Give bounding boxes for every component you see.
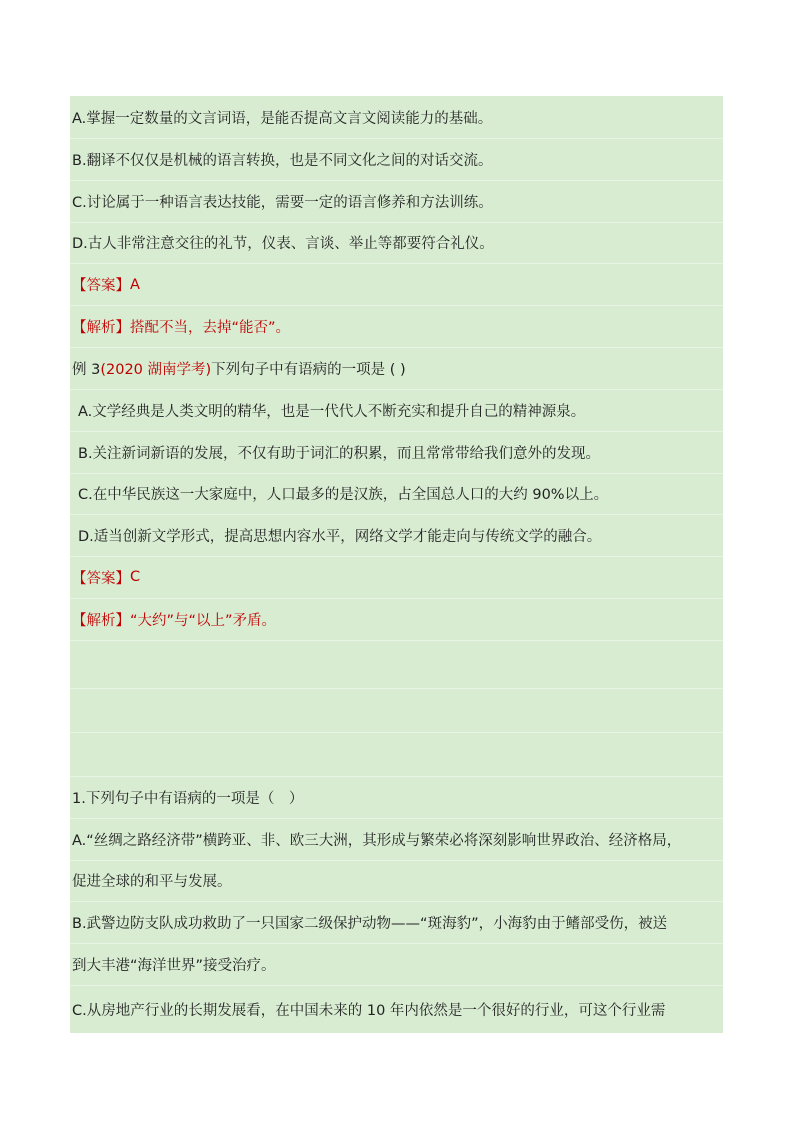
q1-option-a-line2	[70, 860, 723, 902]
option-text: B.关注新词新语的发展，不仅有助于词汇的积累，而且常常带给我们意外的发现。	[78, 445, 601, 462]
answer-value: A	[130, 276, 140, 293]
q1-option-a-line1	[70, 818, 723, 860]
option-text: 促进全球的和平与发展。	[72, 874, 232, 891]
option-text: B.翻译不仅仅是机械的语言转换，也是不同文化之间的对话交流。	[72, 152, 493, 169]
q1-option-b-line1	[70, 901, 723, 943]
option-a	[70, 96, 723, 138]
example-3-question	[70, 347, 723, 389]
answer-1	[70, 263, 723, 305]
example-3-option-a	[70, 389, 723, 431]
analysis-value: 搭配不当，去掉“能否”。	[130, 320, 291, 336]
analysis-label: 【解析】	[72, 612, 130, 629]
blank-row	[70, 640, 723, 688]
analysis-value: “大约”与“以上”矛盾。	[130, 612, 277, 629]
example-3-option-b	[70, 431, 723, 473]
example-question: 下列句子中有语病的一项是 ( )	[211, 362, 406, 378]
example-source: (2020 湖南学考)	[100, 362, 212, 378]
option-text: A.“丝绸之路经济带”横跨亚、非、欧三大洲，其形成与繁荣必将深刻影响世界政治、经济格局，	[72, 832, 682, 849]
option-text: C.从房地产行业的长期发展看，在中国未来的 10 年内依然是一个很好的行业，可这个行业需	[72, 1002, 666, 1019]
example-3-option-c	[70, 473, 723, 515]
answer-value: C	[130, 569, 141, 586]
option-text: B.武警边防支队成功救助了一只国家二级保护动物——“斑海豹”，小海豹由于鳍部受伤，被送	[72, 916, 668, 932]
option-text: 到大丰港“海洋世界”接受治疗。	[72, 957, 276, 974]
option-text: A.掌握一定数量的文言词语，是能否提高文言文阅读能力的基础。	[72, 110, 493, 127]
option-text: D.适当创新文学形式，提高思想内容水平，网络文学才能走向与传统文学的融合。	[78, 529, 602, 545]
answer-label: 【答案】	[72, 278, 130, 294]
q1-question	[70, 776, 723, 818]
option-d	[70, 222, 723, 264]
option-b	[70, 138, 723, 180]
analysis-label: 【解析】	[72, 320, 130, 336]
example-prefix: 例 3	[72, 362, 101, 378]
option-c	[70, 180, 723, 222]
example-3-option-d	[70, 514, 723, 556]
answer-3	[70, 556, 723, 598]
option-text: C.在中华民族这一大家庭中，人口最多的是汉族，占全国总人口的大约 90%以上。	[78, 487, 609, 504]
question-text: 1.下列句子中有语病的一项是（ ）	[72, 790, 304, 807]
option-text: A.文学经典是人类文明的精华，也是一代代人不断充实和提升自己的精神源泉。	[78, 403, 586, 420]
content-panel	[70, 96, 723, 1033]
blank-row	[70, 732, 723, 776]
option-text: C.讨论属于一种语言表达技能，需要一定的语言修养和方法训练。	[72, 194, 493, 211]
option-text: D.古人非常注意交往的礼节，仪表、言谈、举止等都要符合礼仪。	[72, 236, 494, 253]
blank-row	[70, 688, 723, 732]
q1-option-b-line2	[70, 943, 723, 985]
analysis-3	[70, 598, 723, 640]
q1-option-c-line1	[70, 985, 723, 1033]
answer-label: 【答案】	[72, 570, 130, 587]
analysis-1	[70, 305, 723, 347]
